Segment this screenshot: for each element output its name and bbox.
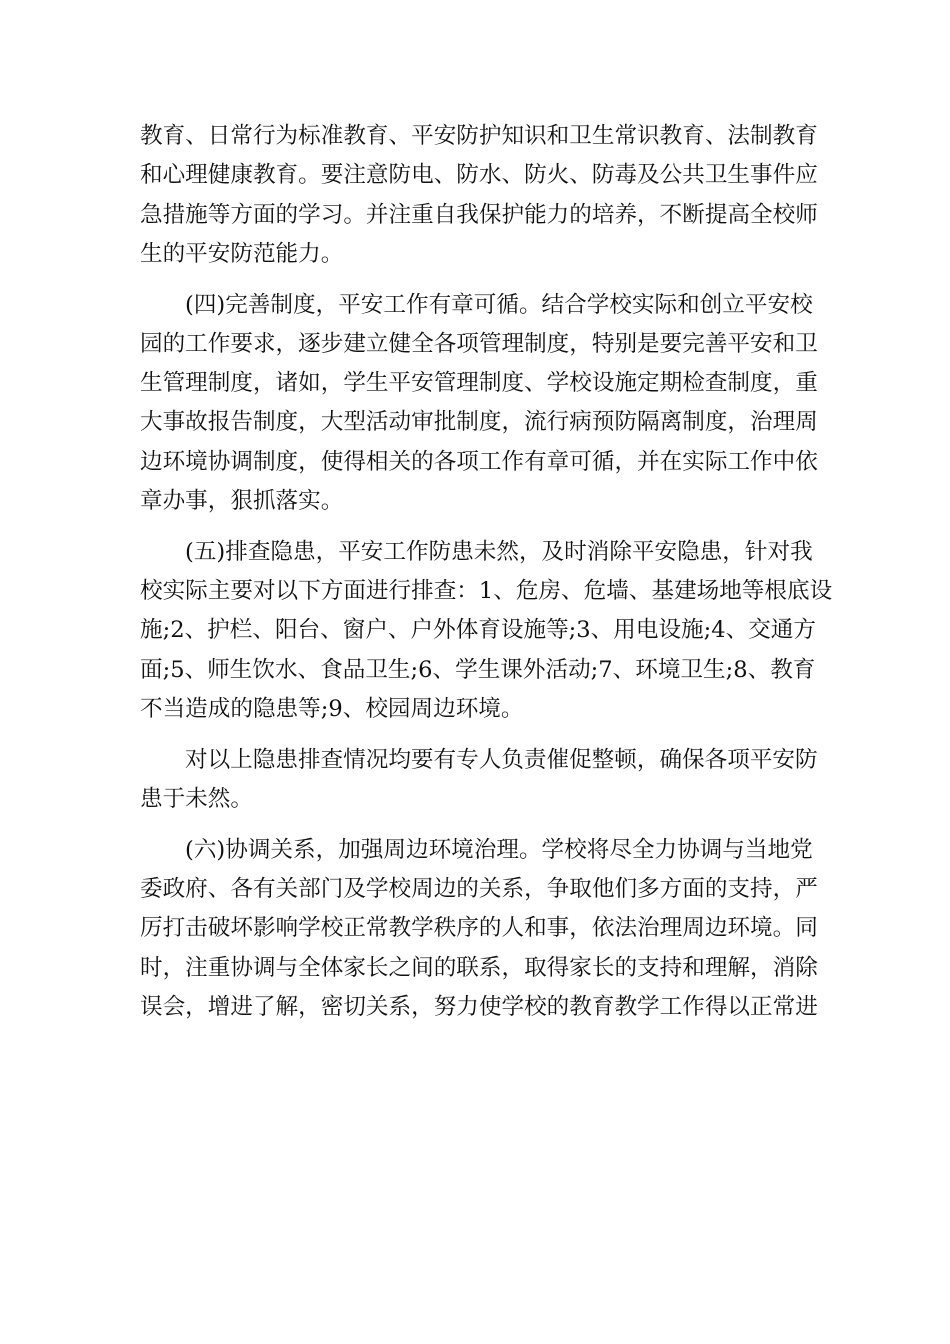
text-line: 边环境协调制度，使得相关的各项工作有章可循，并在实际工作中依 (140, 448, 818, 475)
text-line: 委政府、各有关部门及学校周边的关系，争取他们多方面的支持，严 (140, 875, 818, 902)
text-line: 校实际主要对以下方面进行排查：1、危房、危墙、基建场地等根底设 (140, 578, 833, 605)
text-line: 面;5、师生饮水、食品卫生;6、学生课外活动;7、环境卫生;8、教育 (140, 656, 816, 683)
paragraph-gap (140, 729, 820, 740)
text-line: (五)排查隐患，平安工作防患未然，及时消除平安隐患，针对我 (185, 538, 813, 565)
text-line: 急措施等方面的学习。并注重自我保护能力的培养，不断提高全校师 (140, 201, 818, 228)
text-line: 厉打击破坏影响学校正常教学秩序的人和事，依法治理周边环境。同 (140, 915, 818, 942)
paragraph-gap (140, 274, 820, 285)
text-line: 时，注重协调与全体家长之间的联系，取得家长的支持和理解，消除 (140, 954, 818, 981)
text-line: 施;2、护栏、阳台、窗户、户外体育设施等;3、用电设施;4、交通方 (140, 617, 816, 644)
text-line: 园的工作要求，逐步建立健全各项管理制度，特别是要完善平安和卫 (140, 330, 818, 357)
body-text (140, 117, 833, 1027)
text-line: 误会，增进了解，密切关系，努力使学校的教育教学工作得以正常进 (140, 993, 818, 1020)
paragraph-gap (140, 521, 820, 532)
text-line: (六)协调关系，加强周边环境治理。学校将尽全力协调与当地党 (185, 836, 813, 863)
text-line: 章办事，狠抓落实。 (140, 488, 344, 515)
text-line: 患于未然。 (140, 785, 253, 812)
text-line: 对以上隐患排查情况均要有专人负责催促整顿，确保各项平安防 (185, 746, 818, 773)
text-line: 大事故报告制度，大型活动审批制度，流行病预防隔离制度，治理周 (140, 409, 818, 436)
text-line: (四)完善制度，平安工作有章可循。结合学校实际和创立平安校 (185, 291, 813, 318)
text-line: 不当造成的隐患等;9、校园周边环境。 (140, 695, 524, 722)
text-line: 生的平安防范能力。 (140, 240, 344, 267)
text-line: 生管理制度，诸如，学生平安管理制度、学校设施定期检查制度，重 (140, 370, 818, 397)
paragraph-gap (140, 819, 820, 830)
text-line: 教育、日常行为标准教育、平安防护知识和卫生常识教育、法制教育 (140, 123, 818, 149)
text-line: 和心理健康教育。要注意防电、防水、防火、防毒及公共卫生事件应 (140, 162, 818, 189)
